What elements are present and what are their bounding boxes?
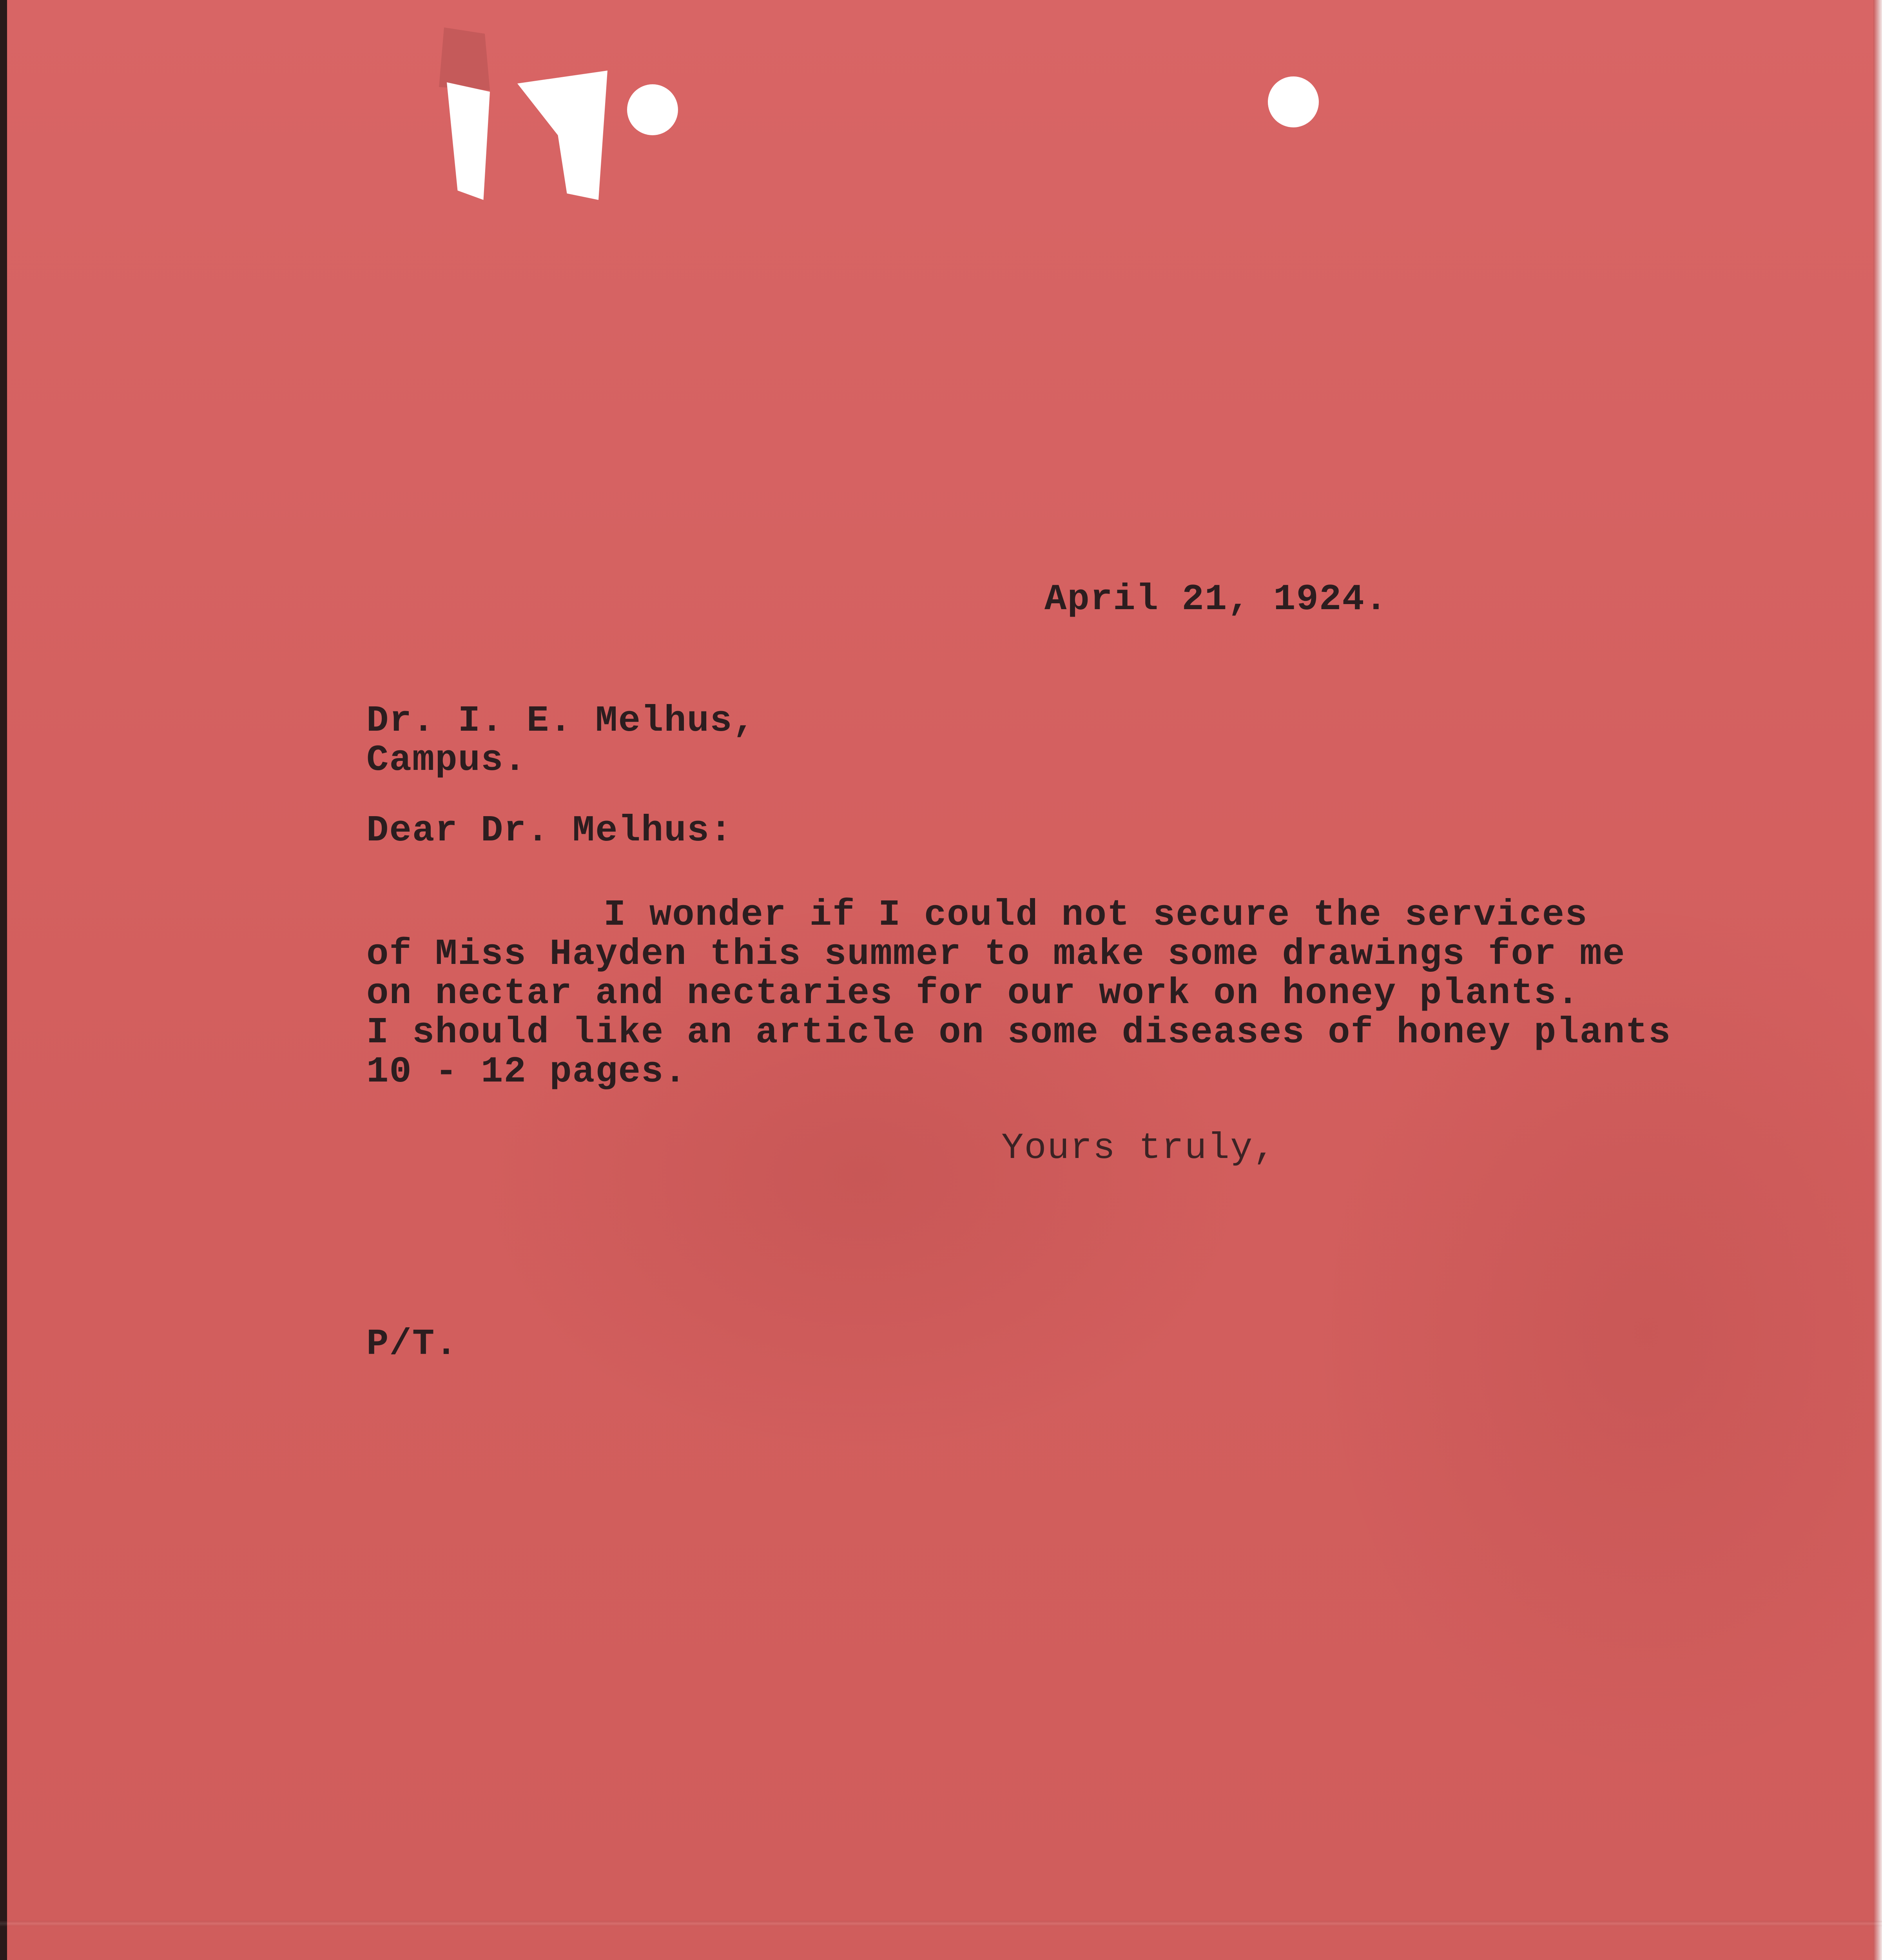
punch-hole-left (627, 84, 678, 135)
closing: Yours truly, (1001, 1128, 1276, 1169)
page-left-edge (0, 0, 7, 1960)
body-line: I should like an article on some diseases of honey plants (366, 1012, 1672, 1054)
letter-date: April 21, 1924. (1044, 579, 1388, 621)
body-line: of Miss Hayden this summer to make some drawings for me (366, 934, 1626, 975)
body-line: on nectar and nectaries for our work on honey plants. (366, 973, 1580, 1014)
tear-mark (447, 82, 490, 200)
fold-crease (0, 1921, 1882, 1926)
salutation: Dear Dr. Melhus: (366, 810, 733, 852)
tear-mark-cap (439, 27, 490, 90)
addressee-name: Dr. I. E. Melhus, (366, 701, 756, 742)
tear-mark (517, 71, 607, 200)
addressee-address: Campus. (366, 740, 527, 781)
page-right-edge (1873, 0, 1882, 1960)
typist-initials: P/T. (366, 1324, 458, 1365)
body-line: 10 - 12 pages. (366, 1051, 687, 1093)
body-line: I wonder if I could not secure the services (604, 895, 1588, 936)
punch-hole-right (1268, 76, 1319, 127)
